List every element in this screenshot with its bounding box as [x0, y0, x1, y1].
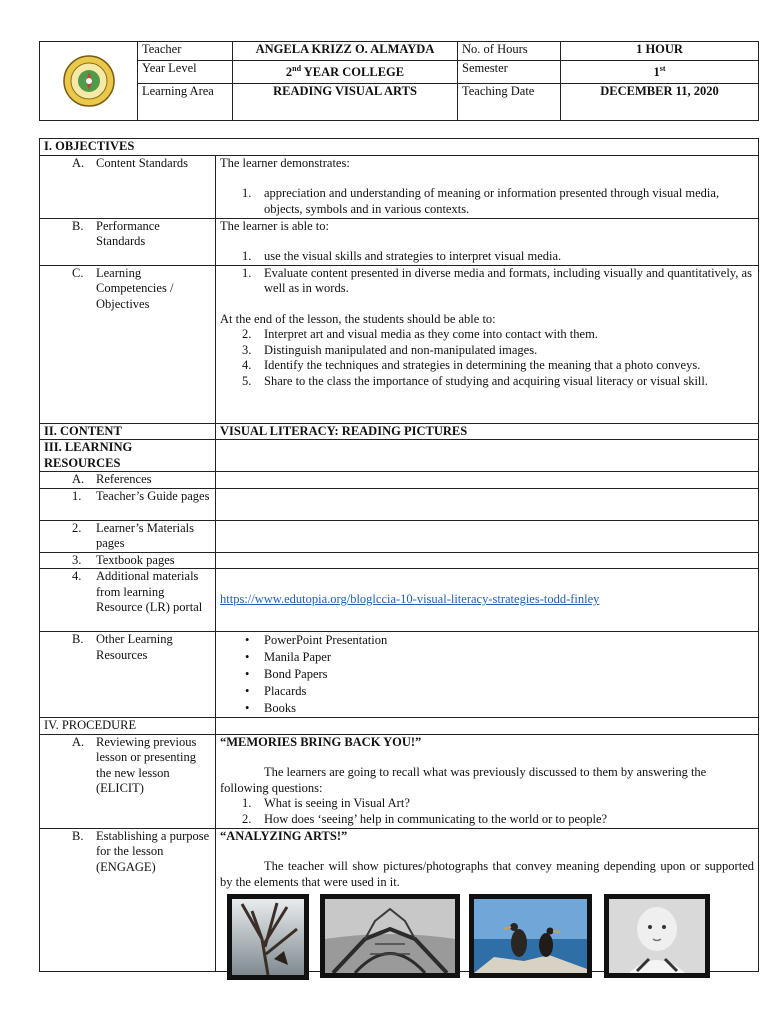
competencies-row: [40, 265, 759, 423]
teacher-label: Teacher: [138, 42, 233, 61]
engage-title: “ANALYZING ARTS!”: [220, 828, 348, 843]
engage-row: B. Establishing a purpose for the lesson (ENGAGE) “ANALYZING ARTS!” The teacher will show pictures/photographs that convey meaning depending upon or supported by the elements that were used in it.: [40, 828, 759, 971]
list-item: 1. appreciation and understanding of meaning or information presented through visual media, objects, symbols and in various contexts.: [242, 186, 720, 216]
content-heading: II. CONTENT: [40, 423, 216, 440]
competencies-marker: C.: [72, 265, 84, 280]
baby-image-icon: [609, 899, 705, 973]
edutopia-link[interactable]: https://www.edutopia.org/bloglccia-10-visual-literacy-strategies-todd-finley: [220, 592, 600, 607]
year-suffix: nd: [292, 63, 302, 73]
additional-materials-label: Additional materials from learning Resource (LR) portal: [96, 569, 203, 614]
school-logo-cell: [40, 42, 138, 121]
tower-image-icon: [325, 899, 455, 973]
references-label: References: [96, 472, 152, 486]
resources-heading: III. LEARNING RESOURCES: [40, 440, 216, 472]
engage-label: Establishing a purpose for the lesson (ENGAGE): [96, 828, 210, 874]
objectives-heading: I. OBJECTIVES: [40, 139, 759, 156]
performance-standards-row: [40, 218, 759, 265]
list-item: 4. Identify the techniques and strategies in determining the meaning that a photo conveys.: [242, 358, 701, 372]
competencies-intro: At the end of the lesson, the students should be able to:: [220, 311, 496, 326]
learners-materials-label: Learner’s Materials pages: [96, 520, 194, 550]
performance-standards-label: Performance Standards: [96, 218, 160, 248]
performance-standards-intro: The learner is able to:: [220, 218, 329, 233]
semester-number: 1: [653, 65, 660, 79]
list-item: 2. Interpret art and visual media as they come into contact with them.: [242, 327, 598, 341]
list-item: • Placards: [220, 683, 754, 700]
performance-standards-marker: B.: [72, 218, 84, 233]
list-item: 1. Evaluate content presented in diverse media and formats, including visually and quantitatively, as well as in words.: [242, 265, 752, 295]
list-item: • Bond Papers: [220, 666, 754, 683]
year-label: Year Level: [138, 60, 233, 84]
date-label: Teaching Date: [458, 84, 561, 121]
year-number: 2: [285, 65, 293, 79]
procedure-heading-row: [40, 718, 759, 735]
header-table: [39, 41, 759, 121]
content-standards-intro: The learner demonstrates:: [220, 155, 350, 170]
school-seal-icon: [62, 54, 116, 108]
learners-materials-row: 2. Learner’s Materials pages: [40, 520, 759, 552]
elicit-row: A. Reviewing previous lesson or presenting the new lesson (ELICIT) “MEMORIES BRING BACK YOU!” The learners are going to recall what was previously discussed to them by answering the following questions: 1. What is seeing in Visual Art? 2. How does ‘seeing’ help in communicating to the world or to people?: [40, 734, 759, 828]
hours-label: No. of Hours: [458, 42, 561, 61]
teachers-guide-label: Teacher’s Guide pages: [96, 488, 210, 503]
list-item: 1. What is seeing in Visual Art?: [242, 796, 410, 810]
textbook-row: 3. Textbook pages: [40, 552, 759, 569]
content-standards-marker: A.: [72, 155, 85, 170]
semester-label: Semester: [458, 60, 561, 84]
competencies-label: Learning Competencies / Objectives: [96, 265, 174, 311]
semester-suffix: st: [659, 63, 666, 73]
additional-materials-row: 4. Additional materials from learning Resource (LR) portal https://www.edutopia.org/bloglccia-10-visual-literacy-strategies-todd-finley: [40, 569, 759, 632]
date-value: DECEMBER 11, 2020: [561, 84, 759, 121]
baby-photo: [604, 894, 710, 978]
procedure-heading: IV. PROCEDURE: [40, 718, 216, 735]
references-row: A. References: [40, 472, 759, 489]
engage-paragraph: The teacher will show pictures/photographs that convey meaning depending upon or supported by the elements that were used in it.: [220, 859, 754, 889]
birds-image-icon: [474, 899, 587, 973]
area-value: READING VISUAL ARTS: [233, 84, 458, 121]
eiffel-tower-photo: [320, 894, 460, 978]
year-rest: YEAR COLLEGE: [301, 65, 405, 79]
tree-image-icon: [232, 899, 304, 975]
lesson-plan-table: [39, 138, 759, 972]
list-item: • Manila Paper: [220, 649, 754, 666]
elicit-title: “MEMORIES BRING BACK YOU!”: [220, 734, 422, 749]
list-item: 1. use the visual skills and strategies to interpret visual media.: [242, 249, 562, 263]
list-item: 3. Distinguish manipulated and non-manipulated images.: [242, 342, 538, 357]
teacher-name: ANGELA KRIZZ O. ALMAYDA: [233, 42, 458, 61]
content-row: [40, 423, 759, 440]
year-value: [233, 60, 458, 84]
elicit-paragraph: The learners are going to recall what was previously discussed to them by answering the following questions:: [220, 765, 707, 795]
content-standards-row: [40, 155, 759, 218]
list-item: • PowerPoint Presentation: [220, 632, 754, 649]
other-resources-label: Other Learning Resources: [96, 632, 173, 662]
list-item: 2. How does ‘seeing’ help in communicating to the world or to people?: [242, 811, 608, 826]
textbook-label: Textbook pages: [96, 552, 175, 567]
hours-value: 1 HOUR: [561, 42, 759, 61]
content-value: VISUAL LITERACY: READING PICTURES: [216, 423, 759, 440]
semester-value: [561, 60, 759, 84]
content-standards-label: Content Standards: [96, 155, 189, 170]
area-label: Learning Area: [138, 84, 233, 121]
resources-heading-row: [40, 440, 759, 472]
cormorant-birds-photo: [469, 894, 592, 978]
tree-photo: [227, 894, 309, 980]
elicit-label: Reviewing previous lesson or presenting the new lesson (ELICIT): [96, 734, 197, 795]
other-resources-row: B. Other Learning Resources • PowerPoint Presentation • Manila Paper • Bond Papers • Placards • Books: [40, 632, 759, 718]
teachers-guide-row: 1. Teacher’s Guide pages: [40, 488, 759, 520]
list-item: • Books: [220, 700, 754, 717]
list-item: 5. Share to the class the importance of studying and acquiring visual literacy or visual skill.: [242, 373, 708, 388]
